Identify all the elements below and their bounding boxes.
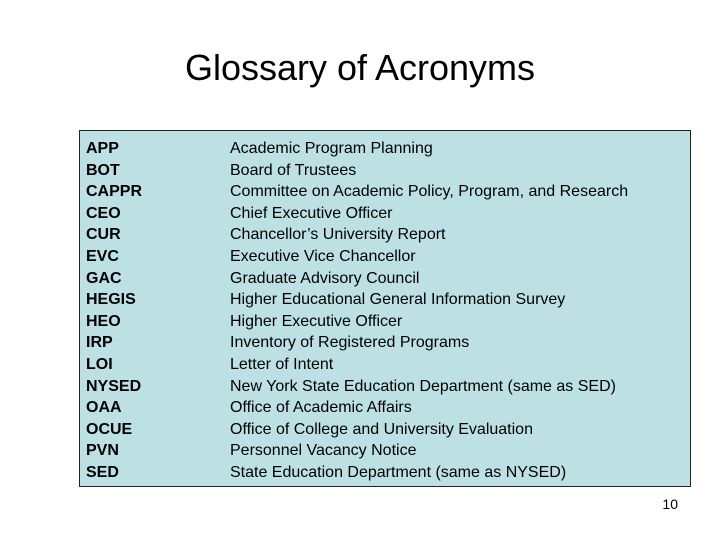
page-number: 10	[662, 496, 678, 512]
acronym-definition: Chancellor’s University Report	[230, 226, 446, 244]
acronym-term: OCUE	[86, 420, 133, 438]
acronym-definition: Office of College and University Evaluation	[230, 420, 533, 438]
acronym-definition: Board of Trustees	[230, 161, 357, 179]
acronym-definition: Academic Program Planning	[230, 140, 433, 157]
slide-title: Glossary of Acronyms	[184, 47, 536, 88]
acronym-definition: Higher Executive Officer	[230, 312, 403, 330]
acronym-definition: Graduate Advisory Council	[230, 269, 420, 287]
acronym-definition: Higher Educational General Information Survey	[230, 291, 566, 309]
acronym-definition: State Education Department (same as NYSED)	[230, 463, 567, 481]
acronym-column	[86, 138, 206, 484]
acronym-term: APP	[86, 140, 119, 157]
acronym-term: OAA	[86, 399, 122, 417]
acronym-term: CUR	[86, 226, 121, 244]
acronym-term: EVC	[86, 247, 119, 265]
acronym-term: SED	[86, 463, 119, 481]
acronym-term: LOI	[86, 355, 113, 373]
acronym-term: HEGIS	[86, 291, 136, 309]
acronym-definition: Letter of Intent	[230, 355, 334, 373]
acronym-term: CAPPR	[86, 183, 143, 201]
acronym-term: IRP	[86, 334, 113, 352]
acronym-term: PVN	[86, 442, 119, 460]
acronym-definition: Chief Executive Officer	[230, 204, 393, 222]
acronym-term: HEO	[86, 312, 121, 330]
acronym-term: CEO	[86, 204, 121, 222]
acronym-term: BOT	[86, 161, 120, 179]
acronym-term: NYSED	[86, 377, 142, 395]
acronym-definition: Office of Academic Affairs	[230, 399, 412, 417]
definition-column	[230, 138, 690, 484]
acronym-definition: New York State Education Department (same as SED)	[230, 377, 616, 395]
acronym-definition: Inventory of Registered Programs	[230, 334, 470, 352]
acronym-definition: Executive Vice Chancellor	[230, 247, 416, 265]
acronym-term: GAC	[86, 269, 122, 287]
acronym-definition: Personnel Vacancy Notice	[230, 442, 417, 460]
acronym-definition: Committee on Academic Policy, Program, and Research	[230, 183, 629, 201]
